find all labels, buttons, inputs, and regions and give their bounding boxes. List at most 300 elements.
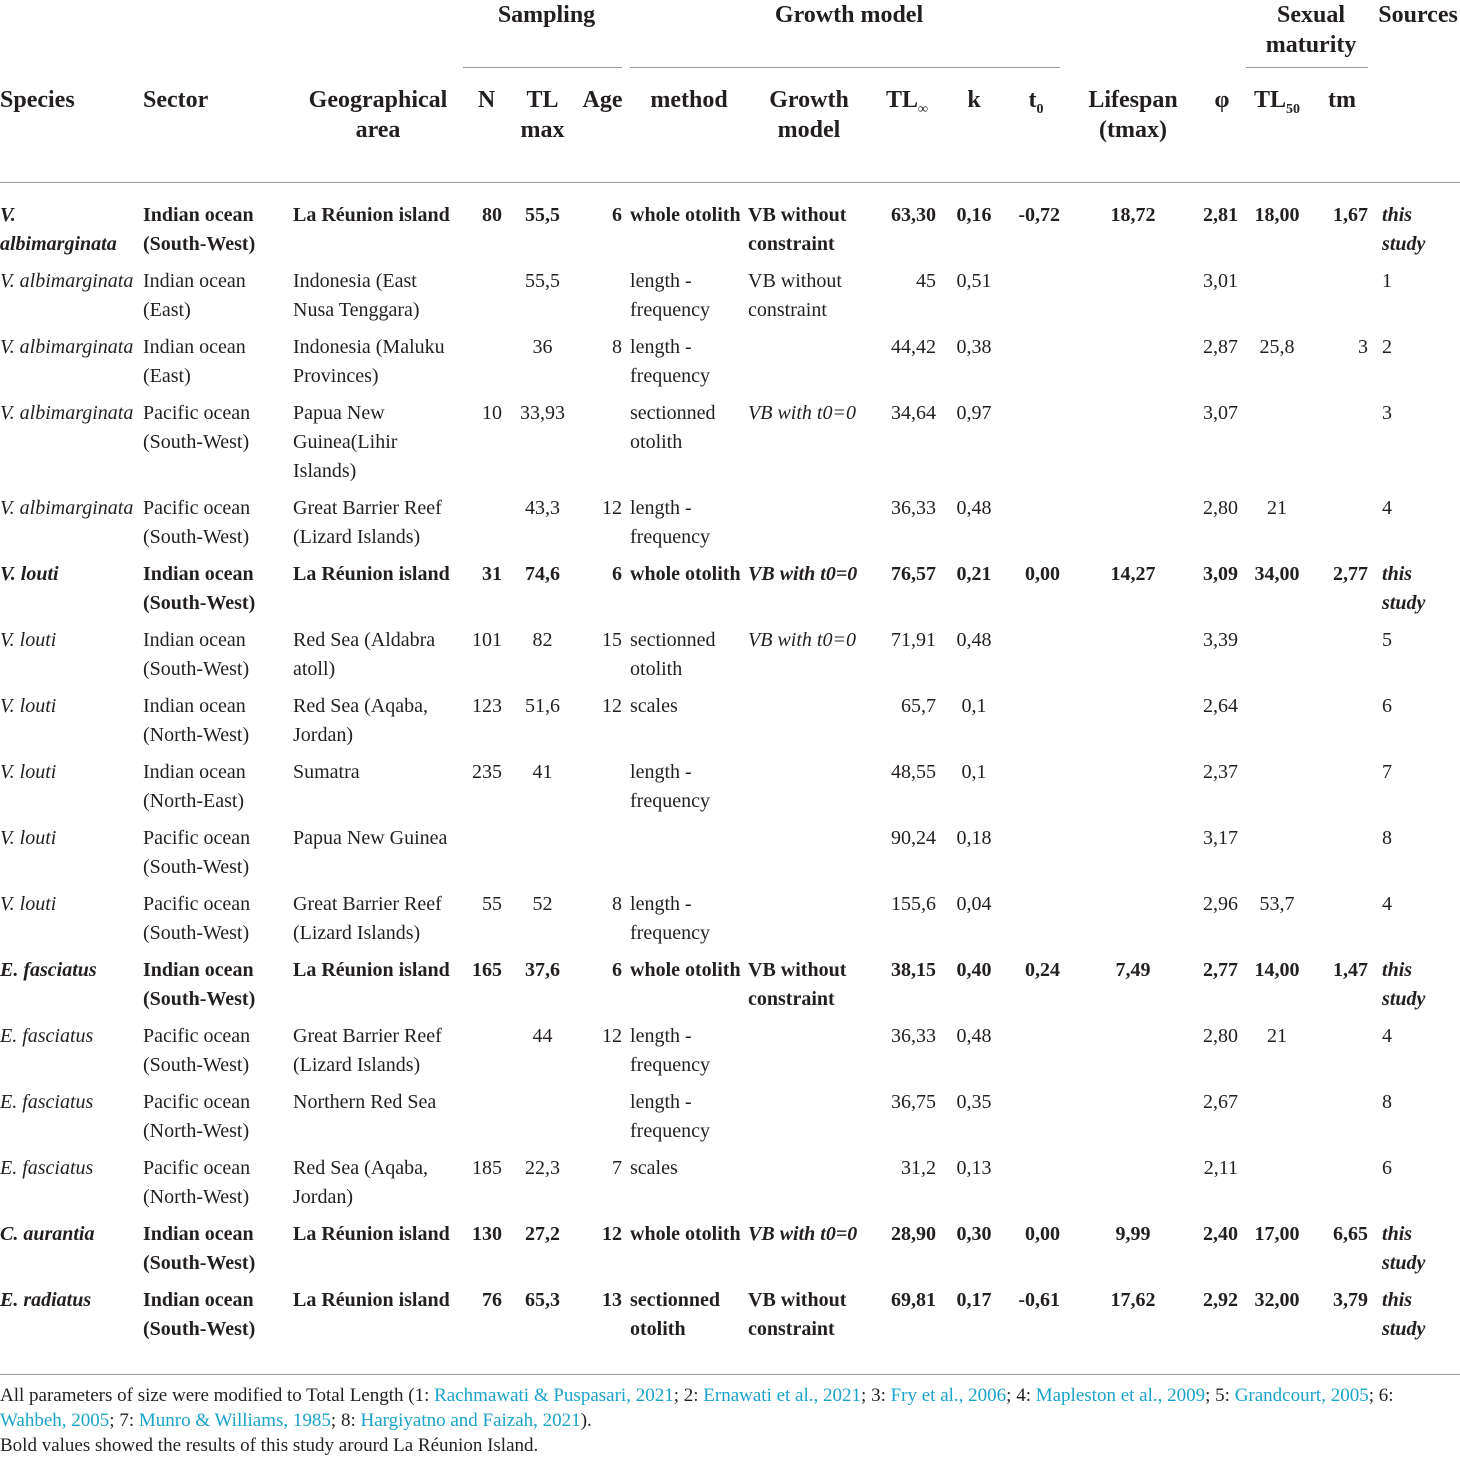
cell-sector: Indian ocean (North-East) bbox=[143, 761, 246, 812]
cell-method: scales bbox=[630, 1157, 678, 1179]
cell-lifespan bbox=[1068, 267, 1198, 333]
cell-model bbox=[748, 758, 870, 824]
cell-species: E. fasciatus bbox=[0, 959, 97, 981]
cell-model bbox=[748, 824, 870, 890]
cell-k: 0,40 bbox=[956, 959, 992, 981]
cell-source: this study bbox=[1382, 563, 1426, 614]
cell-model: VB without constraint bbox=[748, 204, 847, 255]
cell-model bbox=[748, 1088, 870, 1154]
cell-tm bbox=[1308, 626, 1376, 692]
cell-tl50: 14,00 bbox=[1254, 959, 1300, 981]
cell-area: Great Barrier Reef (Lizard Islands) bbox=[293, 497, 442, 548]
cell-method: length - frequency bbox=[630, 893, 710, 944]
cell-phi: 2,77 bbox=[1203, 959, 1239, 981]
table-row bbox=[0, 956, 1460, 1022]
cell-lifespan: 17,62 bbox=[1110, 1289, 1156, 1311]
col-k: k bbox=[967, 87, 981, 113]
cell-k: 0,97 bbox=[956, 402, 992, 424]
cell-phi: 3,17 bbox=[1203, 827, 1239, 849]
cell-k: 0,1 bbox=[961, 761, 987, 783]
cell-method: sectionned otolith bbox=[630, 629, 716, 680]
cell-phi: 2,64 bbox=[1203, 695, 1239, 717]
cell-area: Indonesia (Maluku Provinces) bbox=[293, 336, 445, 387]
cell-tlmax: 65,3 bbox=[525, 1289, 560, 1311]
group-header-sexual-maturity: Sexual maturity bbox=[1246, 0, 1376, 68]
cell-t0 bbox=[1004, 890, 1068, 956]
cell-tlmax: 51,6 bbox=[525, 695, 560, 717]
cell-tlinf: 28,90 bbox=[891, 1223, 937, 1245]
cell-tl50: 25,8 bbox=[1259, 336, 1295, 358]
cell-tlmax: 27,2 bbox=[525, 1223, 560, 1245]
cell-sector: Indian ocean (South-West) bbox=[143, 204, 256, 255]
cell-age: 6 bbox=[612, 959, 623, 981]
reference-link[interactable]: Rachmawati & Puspasari, 2021 bbox=[434, 1385, 674, 1406]
col-lifespan: Lifespan (tmax) bbox=[1088, 87, 1178, 143]
cell-age: 13 bbox=[602, 1289, 623, 1311]
cell-lifespan bbox=[1068, 333, 1198, 399]
cell-tlinf: 38,15 bbox=[891, 959, 937, 981]
cell-age: 8 bbox=[612, 336, 623, 358]
cell-area: Sumatra bbox=[293, 761, 360, 783]
cell-age bbox=[575, 758, 630, 824]
cell-k: 0,21 bbox=[956, 563, 992, 585]
cell-age: 6 bbox=[612, 563, 623, 585]
cell-t0 bbox=[1004, 626, 1068, 692]
cell-sector: Indian ocean (South-West) bbox=[143, 1223, 256, 1274]
cell-tlinf: 34,64 bbox=[891, 402, 937, 424]
cell-n: 123 bbox=[472, 695, 502, 717]
cell-phi: 2,80 bbox=[1203, 1025, 1239, 1047]
cell-species: V. albimarginata bbox=[0, 270, 134, 292]
cell-sector: Indian ocean (East) bbox=[143, 270, 246, 321]
table-row bbox=[0, 1286, 1460, 1352]
cell-area: Great Barrier Reef (Lizard Islands) bbox=[293, 1025, 442, 1076]
reference-link[interactable]: Fry et al., 2006 bbox=[890, 1385, 1007, 1406]
cell-tlinf: 155,6 bbox=[891, 893, 937, 915]
cell-tl50 bbox=[1246, 758, 1308, 824]
cell-n: 165 bbox=[472, 959, 502, 981]
cell-tlmax: 37,6 bbox=[525, 959, 560, 981]
cell-sector: Indian ocean (North-West) bbox=[143, 695, 250, 746]
cell-tl50: 18,00 bbox=[1254, 204, 1300, 226]
cell-species: E. fasciatus bbox=[0, 1157, 94, 1179]
cell-tm: 2,77 bbox=[1333, 563, 1369, 585]
cell-n: 55 bbox=[482, 893, 502, 915]
cell-t0 bbox=[1004, 1088, 1068, 1154]
reference-link[interactable]: Grandcourt, 2005 bbox=[1234, 1385, 1369, 1406]
cell-tlmax bbox=[510, 824, 575, 890]
col-phi: φ bbox=[1214, 87, 1230, 113]
cell-tlmax: 44 bbox=[532, 1025, 553, 1047]
cell-tm bbox=[1308, 1088, 1376, 1154]
cell-sector: Pacific ocean (South-West) bbox=[143, 893, 251, 944]
col-species: Species bbox=[0, 87, 75, 113]
group-header-row bbox=[0, 0, 1460, 68]
table-row bbox=[0, 267, 1460, 333]
column-header-row bbox=[0, 68, 1460, 183]
cell-species: V. albimarginata bbox=[0, 497, 134, 519]
cell-tm: 3 bbox=[1358, 336, 1369, 358]
cell-tlmax: 22,3 bbox=[525, 1157, 560, 1179]
cell-lifespan: 9,99 bbox=[1115, 1223, 1151, 1245]
cell-tl50: 34,00 bbox=[1254, 563, 1300, 585]
cell-age bbox=[575, 399, 630, 494]
cell-tlinf: 36,33 bbox=[891, 1025, 937, 1047]
cell-k: 0,1 bbox=[961, 695, 987, 717]
reference-link[interactable]: Mapleston et al., 2009 bbox=[1035, 1385, 1206, 1406]
cell-age: 6 bbox=[612, 204, 623, 226]
cell-tlinf: 90,24 bbox=[891, 827, 937, 849]
table-body bbox=[0, 183, 1460, 1353]
cell-phi: 2,87 bbox=[1203, 336, 1239, 358]
cell-k: 0,38 bbox=[956, 336, 992, 358]
cell-k: 0,04 bbox=[956, 893, 992, 915]
cell-tm bbox=[1308, 494, 1376, 560]
cell-species: V. louti bbox=[0, 629, 57, 651]
cell-phi: 2,40 bbox=[1203, 1223, 1239, 1245]
reference-number: 2: bbox=[683, 1385, 704, 1406]
cell-source: 8 bbox=[1382, 827, 1393, 849]
table-row bbox=[0, 692, 1460, 758]
cell-tl50 bbox=[1246, 824, 1308, 890]
cell-source: this study bbox=[1382, 204, 1426, 255]
cell-n: 235 bbox=[472, 761, 502, 783]
cell-phi: 3,39 bbox=[1203, 629, 1239, 651]
cell-lifespan bbox=[1068, 399, 1198, 494]
cell-area: Papua New Guinea(Lihir Islands) bbox=[293, 402, 398, 482]
col-age: Age bbox=[582, 87, 623, 113]
col-sector: Sector bbox=[143, 87, 209, 113]
cell-sector: Indian ocean (South-West) bbox=[143, 563, 256, 614]
cell-source: 4 bbox=[1382, 1025, 1393, 1047]
cell-t0 bbox=[1004, 1022, 1068, 1088]
cell-species: E. fasciatus bbox=[0, 1091, 94, 1113]
cell-sector: Pacific ocean (South-West) bbox=[143, 827, 251, 878]
cell-k: 0,17 bbox=[956, 1289, 992, 1311]
cell-tl50: 21 bbox=[1267, 1025, 1288, 1047]
cell-age bbox=[575, 1088, 630, 1154]
cell-method: sectionned otolith bbox=[630, 402, 716, 453]
cell-method: whole otolith bbox=[630, 1223, 741, 1245]
col-tm: tm bbox=[1328, 87, 1357, 113]
cell-tlinf: 63,30 bbox=[891, 204, 937, 226]
cell-k: 0,48 bbox=[956, 497, 992, 519]
cell-n bbox=[463, 267, 510, 333]
cell-source: 1 bbox=[1382, 270, 1393, 292]
cell-method: length - frequency bbox=[630, 270, 710, 321]
cell-phi: 3,01 bbox=[1203, 270, 1239, 292]
cell-area: La Réunion island bbox=[293, 563, 450, 585]
cell-age bbox=[575, 824, 630, 890]
cell-phi: 2,80 bbox=[1203, 497, 1239, 519]
cell-t0 bbox=[1004, 399, 1068, 494]
cell-tm bbox=[1308, 758, 1376, 824]
cell-k: 0,30 bbox=[956, 1223, 992, 1245]
cell-species: V. albimarginata bbox=[0, 336, 134, 358]
table-row bbox=[0, 758, 1460, 824]
cell-lifespan bbox=[1068, 1022, 1198, 1088]
cell-age bbox=[575, 267, 630, 333]
cell-n bbox=[463, 494, 510, 560]
cell-model bbox=[748, 1154, 870, 1220]
cell-tm: 1,47 bbox=[1333, 959, 1369, 981]
cell-sector: Indian ocean (South-West) bbox=[143, 959, 256, 1010]
cell-k: 0,51 bbox=[956, 270, 992, 292]
cell-tl50: 32,00 bbox=[1254, 1289, 1300, 1311]
cell-method: length - frequency bbox=[630, 1025, 710, 1076]
cell-model bbox=[748, 1022, 870, 1088]
cell-n bbox=[463, 1088, 510, 1154]
reference-link[interactable]: Hargiyatno and Faizah, 2021 bbox=[360, 1410, 581, 1431]
cell-method: length - frequency bbox=[630, 336, 710, 387]
table-row bbox=[0, 560, 1460, 626]
cell-age: 12 bbox=[602, 497, 623, 519]
cell-area: Red Sea (Aldabra atoll) bbox=[293, 629, 436, 680]
cell-tlmax bbox=[510, 1088, 575, 1154]
group-header-sources: Sources bbox=[1378, 2, 1458, 28]
cell-tm bbox=[1308, 1154, 1376, 1220]
cell-area: La Réunion island bbox=[293, 1289, 450, 1311]
cell-tm bbox=[1308, 890, 1376, 956]
cell-phi: 2,11 bbox=[1203, 1157, 1239, 1179]
cell-t0: 0,24 bbox=[1025, 959, 1061, 981]
cell-area: Red Sea (Aqaba, Jordan) bbox=[293, 695, 428, 746]
cell-model: VB with t0=0 bbox=[748, 563, 858, 585]
table-row bbox=[0, 1088, 1460, 1154]
cell-species: V. louti bbox=[0, 563, 59, 585]
group-header-sampling: Sampling bbox=[463, 0, 630, 68]
cell-area: La Réunion island bbox=[293, 204, 450, 226]
cell-tl50 bbox=[1246, 692, 1308, 758]
cell-n: 130 bbox=[472, 1223, 502, 1245]
cell-sector: Pacific ocean (South-West) bbox=[143, 497, 251, 548]
cell-t0: 0,00 bbox=[1025, 563, 1061, 585]
cell-model: VB with t0=0 bbox=[748, 629, 856, 651]
group-header-growth-model: Growth model bbox=[630, 0, 1068, 68]
reference-number: 4: bbox=[1016, 1385, 1036, 1406]
cell-t0 bbox=[1004, 267, 1068, 333]
cell-tl50 bbox=[1246, 267, 1308, 333]
cell-tm bbox=[1308, 824, 1376, 890]
table-row bbox=[0, 1022, 1460, 1088]
cell-source: 8 bbox=[1382, 1091, 1393, 1113]
cell-tl50 bbox=[1246, 399, 1308, 494]
table-footnotes bbox=[0, 1374, 1460, 1458]
cell-t0: -0,61 bbox=[1018, 1289, 1061, 1311]
cell-n: 10 bbox=[482, 402, 502, 424]
cell-sector: Pacific ocean (South-West) bbox=[143, 1025, 251, 1076]
table-row bbox=[0, 183, 1460, 268]
cell-species: V. albimarginata bbox=[0, 402, 134, 424]
cell-method: scales bbox=[630, 695, 678, 717]
cell-model: VB without constraint bbox=[748, 270, 842, 321]
cell-source: 6 bbox=[1382, 695, 1393, 717]
cell-sector: Indian ocean (South-West) bbox=[143, 629, 250, 680]
cell-source: 6 bbox=[1382, 1157, 1393, 1179]
cell-species: C. aurantia bbox=[0, 1223, 95, 1245]
cell-k: 0,35 bbox=[956, 1091, 992, 1113]
cell-area: La Réunion island bbox=[293, 1223, 450, 1245]
cell-phi: 3,07 bbox=[1203, 402, 1239, 424]
footnote-bold-explanation: Bold values showed the results of this study arourd La Réunion Island. bbox=[0, 1435, 539, 1456]
col-tl-max: TL max bbox=[520, 87, 565, 143]
cell-t0 bbox=[1004, 333, 1068, 399]
reference-number: 5: bbox=[1215, 1385, 1235, 1406]
table-row bbox=[0, 1220, 1460, 1286]
cell-tlmax: 41 bbox=[532, 761, 553, 783]
cell-tlinf: 44,42 bbox=[891, 336, 937, 358]
cell-age: 8 bbox=[612, 893, 623, 915]
cell-k: 0,18 bbox=[956, 827, 992, 849]
cell-lifespan: 18,72 bbox=[1110, 204, 1156, 226]
cell-source: 4 bbox=[1382, 497, 1393, 519]
cell-source: 2 bbox=[1382, 336, 1393, 358]
cell-tlinf: 65,7 bbox=[901, 695, 937, 717]
cell-area: Northern Red Sea bbox=[293, 1091, 437, 1113]
cell-method: whole otolith bbox=[630, 204, 741, 226]
cell-lifespan bbox=[1068, 758, 1198, 824]
cell-tlmax: 82 bbox=[532, 629, 553, 651]
cell-source: 7 bbox=[1382, 761, 1393, 783]
cell-lifespan bbox=[1068, 494, 1198, 560]
cell-phi: 2,92 bbox=[1203, 1289, 1239, 1311]
cell-area: Red Sea (Aqaba, Jordan) bbox=[293, 1157, 428, 1208]
cell-method: length - frequency bbox=[630, 497, 710, 548]
cell-phi: 3,09 bbox=[1203, 563, 1239, 585]
cell-species: V. louti bbox=[0, 893, 57, 915]
cell-species: V. albimarginata bbox=[0, 204, 117, 255]
cell-n bbox=[463, 824, 510, 890]
col-method: method bbox=[650, 87, 728, 113]
cell-k: 0,48 bbox=[956, 1025, 992, 1047]
table-row bbox=[0, 890, 1460, 956]
cell-tlinf: 31,2 bbox=[901, 1157, 937, 1179]
cell-tlmax: 43,3 bbox=[525, 497, 560, 519]
cell-n: 101 bbox=[472, 629, 502, 651]
cell-n bbox=[463, 1022, 510, 1088]
cell-age: 12 bbox=[602, 1025, 623, 1047]
cell-tlinf: 36,33 bbox=[891, 497, 937, 519]
cell-lifespan bbox=[1068, 692, 1198, 758]
table-row bbox=[0, 333, 1460, 399]
cell-method: whole otolith bbox=[630, 959, 741, 981]
cell-tlinf: 48,55 bbox=[891, 761, 937, 783]
cell-method: sectionned otolith bbox=[630, 1289, 721, 1340]
cell-age: 7 bbox=[612, 1157, 623, 1179]
cell-lifespan: 7,49 bbox=[1115, 959, 1151, 981]
cell-tm bbox=[1308, 1022, 1376, 1088]
cell-t0: -0,72 bbox=[1018, 204, 1061, 226]
cell-n: 185 bbox=[472, 1157, 502, 1179]
cell-model bbox=[748, 692, 870, 758]
cell-tlmax: 55,5 bbox=[525, 270, 560, 292]
cell-model bbox=[748, 333, 870, 399]
cell-tlinf: 71,91 bbox=[891, 629, 937, 651]
cell-tm: 6,65 bbox=[1333, 1223, 1369, 1245]
cell-t0 bbox=[1004, 758, 1068, 824]
cell-age: 15 bbox=[602, 629, 623, 651]
cell-model: VB with t0=0 bbox=[748, 1223, 858, 1245]
cell-tm: 3,79 bbox=[1333, 1289, 1369, 1311]
col-geographical-area: Geographical area bbox=[308, 87, 448, 143]
cell-model bbox=[748, 890, 870, 956]
cell-t0 bbox=[1004, 494, 1068, 560]
table-row bbox=[0, 399, 1460, 494]
reference-link[interactable]: Munro & Williams, 1985 bbox=[138, 1410, 331, 1431]
cell-t0 bbox=[1004, 824, 1068, 890]
cell-tlinf: 45 bbox=[916, 270, 937, 292]
col-n: N bbox=[477, 87, 496, 113]
cell-method: whole otolith bbox=[630, 563, 741, 585]
cell-sector: Indian ocean (East) bbox=[143, 336, 246, 387]
cell-tlinf: 76,57 bbox=[891, 563, 937, 585]
cell-source: this study bbox=[1382, 1289, 1426, 1340]
cell-t0 bbox=[1004, 1154, 1068, 1220]
cell-phi: 2,81 bbox=[1203, 204, 1239, 226]
cell-tlmax: 36 bbox=[532, 336, 553, 358]
cell-phi: 2,37 bbox=[1203, 761, 1239, 783]
reference-number: 7: bbox=[119, 1410, 139, 1431]
cell-n: 31 bbox=[482, 563, 502, 585]
footnote-suffix: ). bbox=[580, 1410, 592, 1431]
cell-source: 5 bbox=[1382, 629, 1393, 651]
cell-phi: 2,96 bbox=[1203, 893, 1239, 915]
col-tl-inf: $TL_\infty$ bbox=[886, 87, 929, 117]
cell-k: 0,48 bbox=[956, 629, 992, 651]
cell-source: this study bbox=[1382, 959, 1426, 1010]
cell-tlinf: 69,81 bbox=[891, 1289, 937, 1311]
cell-area: Papua New Guinea bbox=[293, 827, 448, 849]
cell-k: 0,13 bbox=[956, 1157, 992, 1179]
table-row bbox=[0, 824, 1460, 890]
cell-model: VB without constraint bbox=[748, 1289, 847, 1340]
col-growth-model: Growth model bbox=[769, 87, 849, 143]
col-t0: $t_0$ bbox=[1028, 87, 1044, 117]
cell-n: 76 bbox=[482, 1289, 502, 1311]
reference-link[interactable]: Ernawati et al., 2021 bbox=[703, 1385, 862, 1406]
reference-link[interactable]: Wahbeh, 2005 bbox=[0, 1410, 110, 1431]
cell-method: length - frequency bbox=[630, 1091, 710, 1142]
cell-age: 12 bbox=[602, 695, 623, 717]
cell-species: V. louti bbox=[0, 827, 57, 849]
cell-tl50: 17,00 bbox=[1254, 1223, 1300, 1245]
cell-tl50: 21 bbox=[1267, 497, 1288, 519]
cell-sector: Pacific ocean (South-West) bbox=[143, 402, 251, 453]
cell-tm: 1,67 bbox=[1333, 204, 1369, 226]
cell-tlinf: 36,75 bbox=[891, 1091, 937, 1113]
cell-lifespan bbox=[1068, 626, 1198, 692]
cell-tm bbox=[1308, 692, 1376, 758]
cell-age: 12 bbox=[602, 1223, 623, 1245]
cell-tm bbox=[1308, 267, 1376, 333]
footnote-references: All parameters of size were modified to Total Length (1: Rachmawati & Puspasari, 2021; 2: Ernawati et al., 2021; 3: Fry et al., 2006; 4: Mapleston et al., 2009; 5: Grandcourt, 2005; 6: Wahbeh, 2005; 7: Munro & Williams, 1985; 8: Hargiyatno and Faizah, 2021). bbox=[0, 1385, 1394, 1431]
cell-tlmax: 55,5 bbox=[525, 204, 560, 226]
cell-source: 4 bbox=[1382, 893, 1393, 915]
cell-sector: Indian ocean (South-West) bbox=[143, 1289, 256, 1340]
cell-species: V. louti bbox=[0, 695, 57, 717]
cell-tlmax: 52 bbox=[532, 893, 553, 915]
cell-lifespan bbox=[1068, 1088, 1198, 1154]
cell-area: Indonesia (East Nusa Tenggara) bbox=[293, 270, 420, 321]
cell-lifespan bbox=[1068, 890, 1198, 956]
cell-model bbox=[748, 494, 870, 560]
cell-method: length - frequency bbox=[630, 761, 710, 812]
cell-n bbox=[463, 333, 510, 399]
cell-area: Great Barrier Reef (Lizard Islands) bbox=[293, 893, 442, 944]
cell-tl50: 53,7 bbox=[1259, 893, 1295, 915]
cell-n: 80 bbox=[482, 204, 502, 226]
table-row bbox=[0, 494, 1460, 560]
